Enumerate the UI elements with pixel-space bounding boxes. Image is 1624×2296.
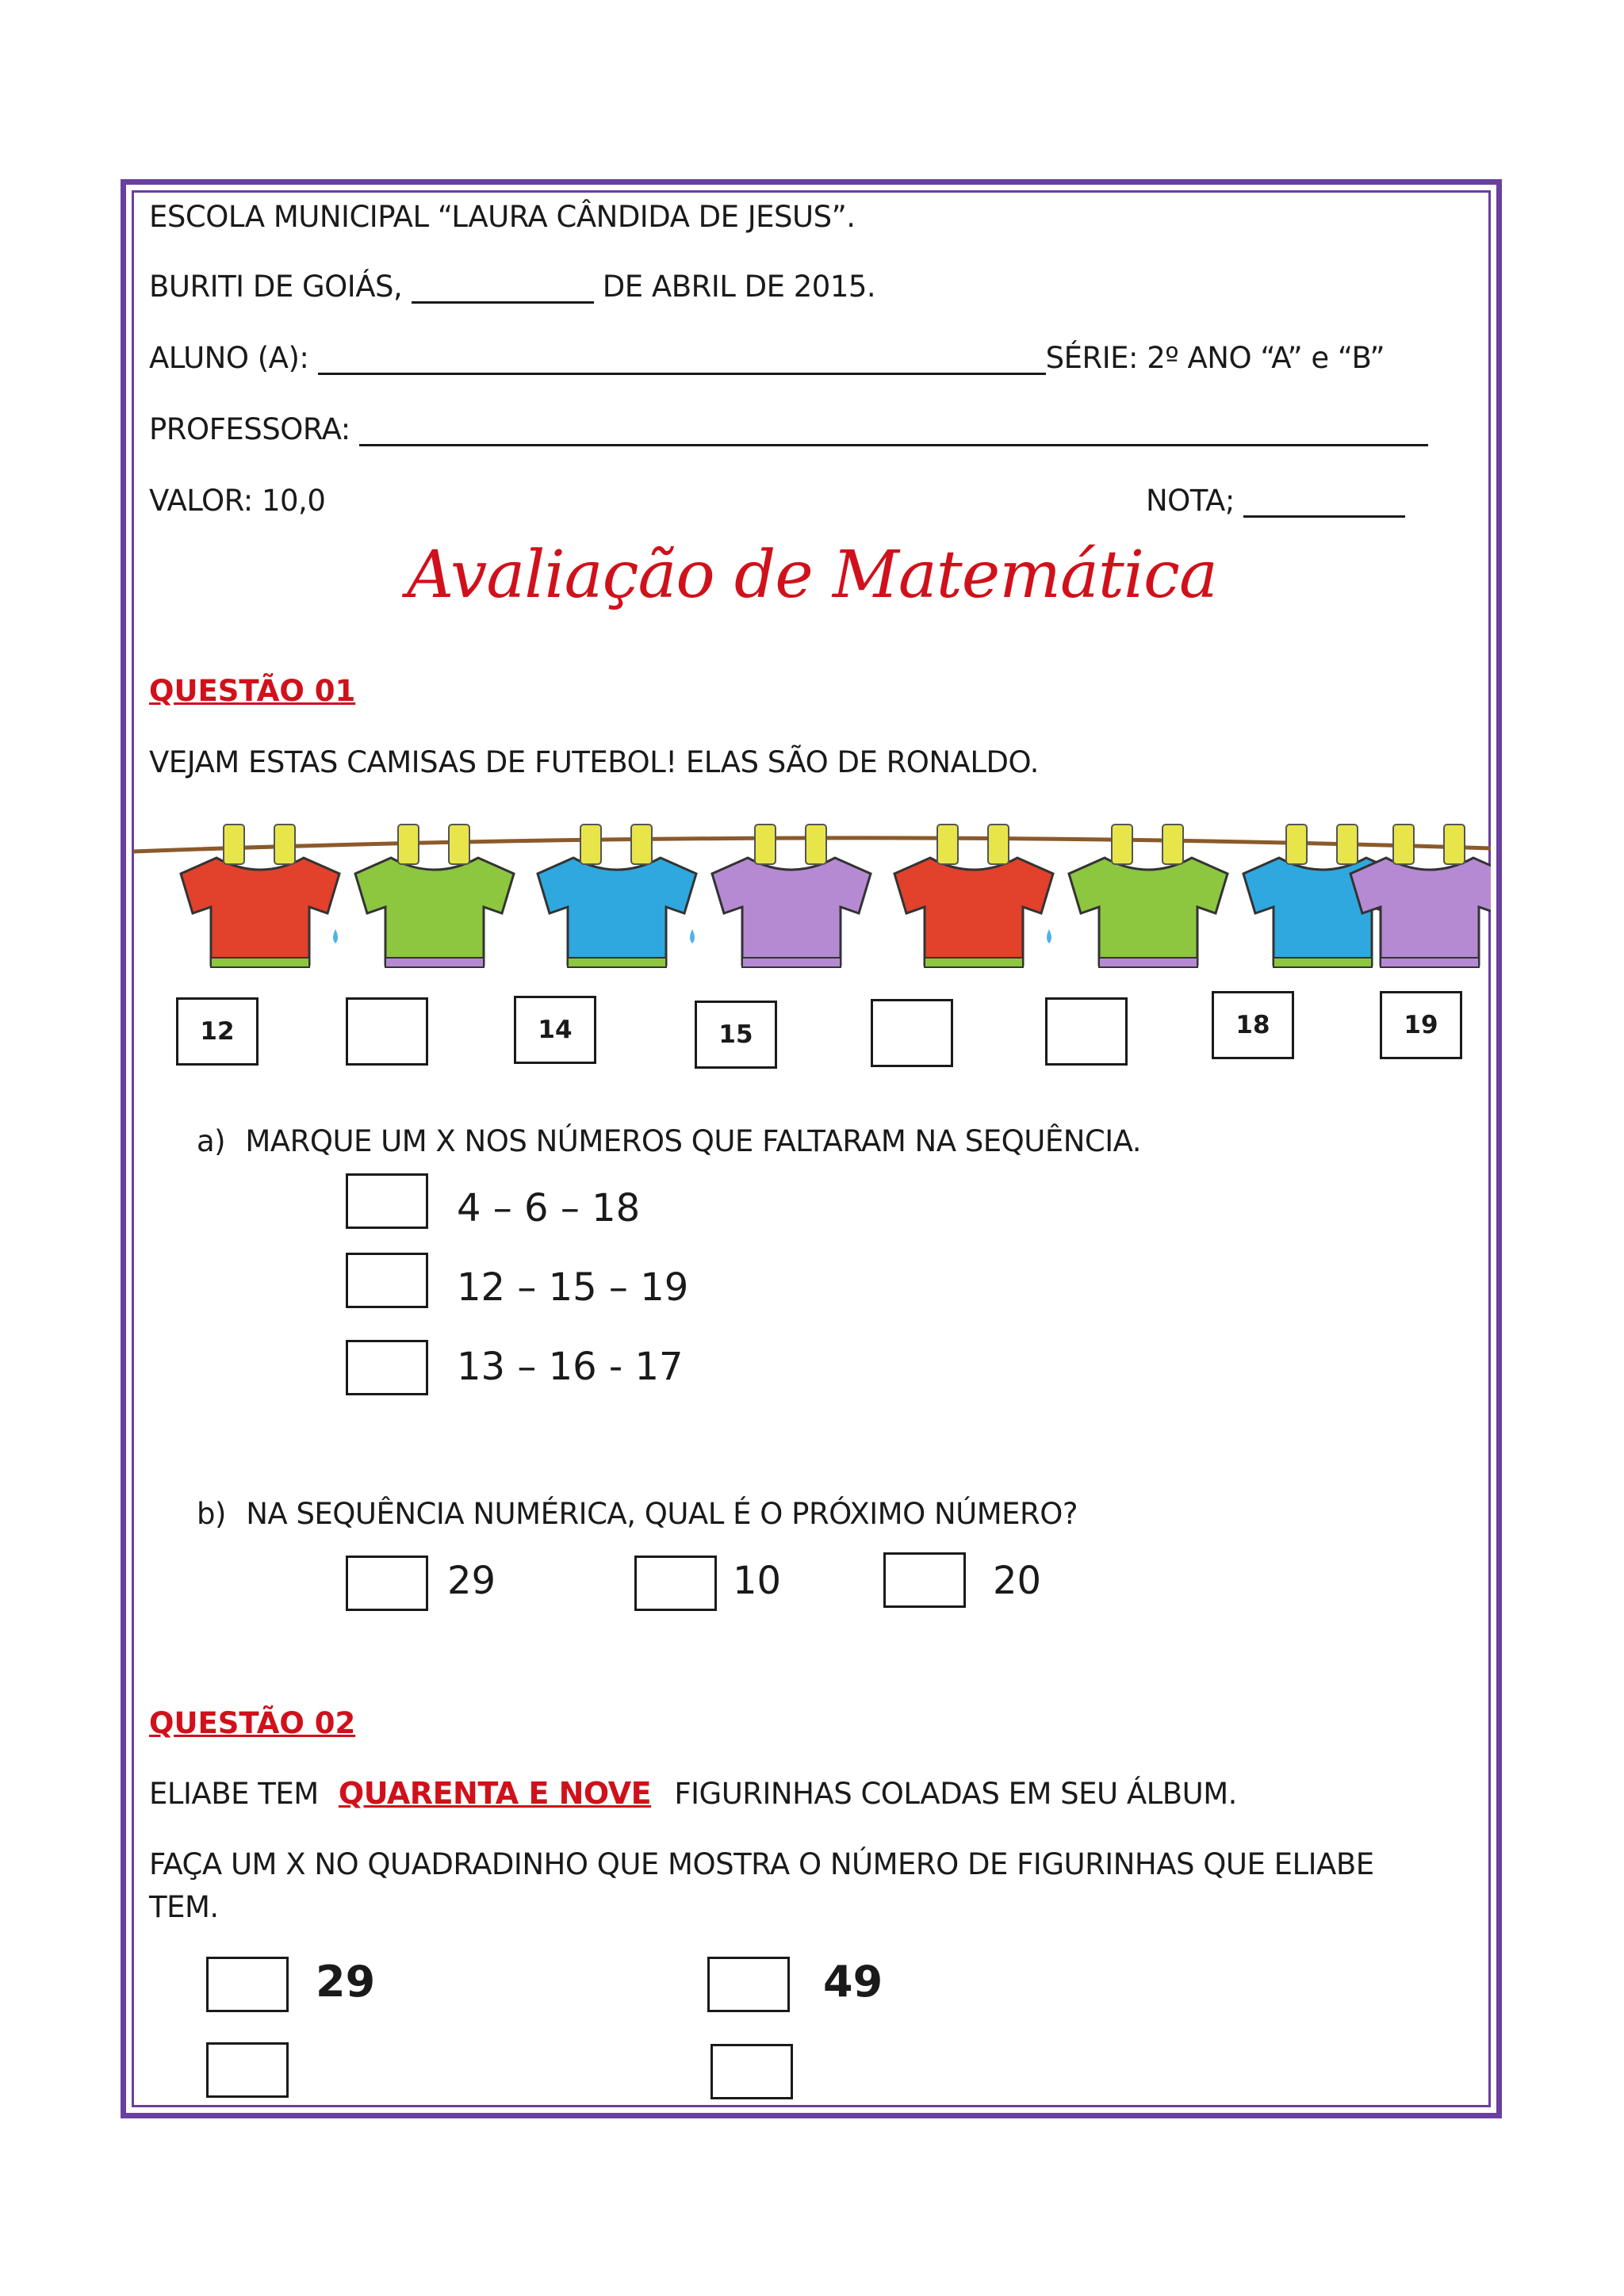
- option-a1: 4 – 6 – 18: [457, 1186, 641, 1230]
- grade-line: [1146, 484, 1405, 518]
- clothespin: [937, 825, 958, 864]
- clothespin: [449, 825, 469, 864]
- shirt-5: [894, 825, 1053, 967]
- part-b-text: NA SEQUÊNCIA NUMÉRICA, QUAL É O PRÓXIMO NÚMERO?: [246, 1497, 1078, 1531]
- checkbox-b2[interactable]: [634, 1556, 717, 1611]
- part-b-label: b): [197, 1497, 226, 1531]
- q2-highlight: QUARENTA E NOVE: [338, 1776, 652, 1811]
- water-drop: [1047, 929, 1051, 943]
- question-02-line1: [149, 1776, 1237, 1811]
- option-b1: 29: [447, 1559, 496, 1603]
- question-02-line2b: TEM.: [149, 1890, 219, 1924]
- sequence-box-1: 12: [176, 997, 259, 1066]
- shirt-hem: [1099, 958, 1197, 967]
- teacher-line: [149, 412, 1428, 446]
- shirt-body: [894, 858, 1053, 965]
- page-title: Avaliação de Matemática: [407, 538, 1217, 613]
- clothespin: [274, 825, 295, 864]
- part-a-line: [197, 1124, 1141, 1158]
- q2-suffix: FIGURINHAS COLADAS EM SEU ÁLBUM.: [674, 1777, 1237, 1811]
- option-a2: 12 – 15 – 19: [457, 1265, 689, 1310]
- shirt-hem: [1274, 958, 1372, 967]
- clothespin: [806, 825, 826, 864]
- question-02-line2a: FAÇA UM X NO QUADRADINHO QUE MOSTRA O NÚMERO DE FIGURINHAS QUE ELIABE: [149, 1847, 1374, 1881]
- day-field[interactable]: [412, 274, 594, 304]
- sequence-box-8: 19: [1380, 991, 1462, 1059]
- question-01-prompt: VEJAM ESTAS CAMISAS DE FUTEBOL! ELAS SÃO DE RONALDO.: [149, 745, 1039, 779]
- option-q2-2: 49: [823, 1957, 883, 2007]
- clothespin: [1337, 825, 1358, 864]
- checkbox-b3[interactable]: [883, 1552, 966, 1608]
- shirt-hem: [925, 958, 1023, 967]
- checkbox-q2-3[interactable]: [206, 2042, 289, 2098]
- shirts-group: [181, 825, 1491, 967]
- clothespin: [224, 825, 244, 864]
- school-name: ESCOLA MUNICIPAL “LAURA CÂNDIDA DE JESUS”.: [149, 200, 856, 234]
- clothespin: [755, 825, 776, 864]
- checkbox-q2-4[interactable]: [710, 2044, 793, 2099]
- checkbox-a3[interactable]: [346, 1340, 428, 1395]
- shirt-2: [355, 825, 514, 967]
- student-name-field[interactable]: [318, 346, 1046, 375]
- shirt-body: [355, 858, 514, 965]
- shirt-6: [1069, 825, 1228, 967]
- sequence-box-3: 14: [514, 996, 596, 1064]
- grade-class: SÉRIE: 2º ANO “A” e “B”: [1045, 341, 1385, 375]
- option-b2: 10: [733, 1559, 782, 1603]
- student-label: ALUNO (A):: [149, 341, 309, 375]
- clothespin: [1112, 825, 1132, 864]
- clothespin: [580, 825, 601, 864]
- sequence-box-4: 15: [695, 1001, 777, 1069]
- checkbox-a1[interactable]: [346, 1173, 428, 1229]
- shirt-body: [181, 858, 339, 965]
- city-label: BURITI DE GOIÁS,: [149, 270, 403, 304]
- clothesline-illustration: [133, 802, 1491, 993]
- water-drop: [690, 929, 695, 943]
- part-a-label: a): [197, 1124, 226, 1158]
- shirt-hem: [385, 958, 484, 967]
- shirt-4: [712, 825, 871, 967]
- clothespin: [1444, 825, 1465, 864]
- student-line: [149, 341, 1385, 375]
- shirt-body: [712, 858, 871, 965]
- clothespin: [398, 825, 419, 864]
- sequence-box-2[interactable]: [346, 997, 428, 1066]
- question-01-heading: QUESTÃO 01: [149, 674, 356, 708]
- shirt-hem: [211, 958, 309, 967]
- teacher-name-field[interactable]: [359, 417, 1428, 446]
- shirt-hem: [1381, 958, 1479, 967]
- teacher-label: PROFESSORA:: [149, 412, 350, 446]
- question-02-heading: QUESTÃO 02: [149, 1706, 356, 1740]
- checkbox-b1[interactable]: [346, 1556, 428, 1611]
- shirt-hem: [568, 958, 666, 967]
- date-suffix: DE ABRIL DE 2015.: [602, 270, 876, 304]
- part-a-text: MARQUE UM X NOS NÚMEROS QUE FALTARAM NA SEQUÊNCIA.: [245, 1124, 1142, 1158]
- clothespin: [988, 825, 1009, 864]
- water-drop: [333, 929, 338, 943]
- shirt-3: [538, 825, 696, 967]
- q2-prefix: ELIABE TEM: [149, 1777, 319, 1811]
- clothespin: [1286, 825, 1307, 864]
- clothespin: [1393, 825, 1414, 864]
- shirt-body: [1069, 858, 1228, 965]
- clothespin: [631, 825, 652, 864]
- shirt-hem: [742, 958, 841, 967]
- grade-label: NOTA;: [1146, 484, 1235, 518]
- option-q2-1: 29: [316, 1957, 376, 2007]
- checkbox-q2-2[interactable]: [707, 1957, 790, 2012]
- checkbox-q2-1[interactable]: [206, 1957, 289, 2012]
- part-b-line: [197, 1497, 1078, 1531]
- shirt-body: [538, 858, 696, 965]
- sequence-box-7: 18: [1212, 991, 1294, 1059]
- sequence-box-5[interactable]: [871, 999, 953, 1067]
- option-a3: 13 – 16 - 17: [457, 1345, 684, 1389]
- grade-field[interactable]: [1243, 488, 1405, 518]
- date-line: [149, 270, 875, 304]
- option-b3: 20: [993, 1559, 1042, 1603]
- score-value: VALOR: 10,0: [149, 484, 326, 518]
- sequence-box-6[interactable]: [1045, 997, 1128, 1066]
- clothespin: [1162, 825, 1183, 864]
- checkbox-a2[interactable]: [346, 1253, 428, 1308]
